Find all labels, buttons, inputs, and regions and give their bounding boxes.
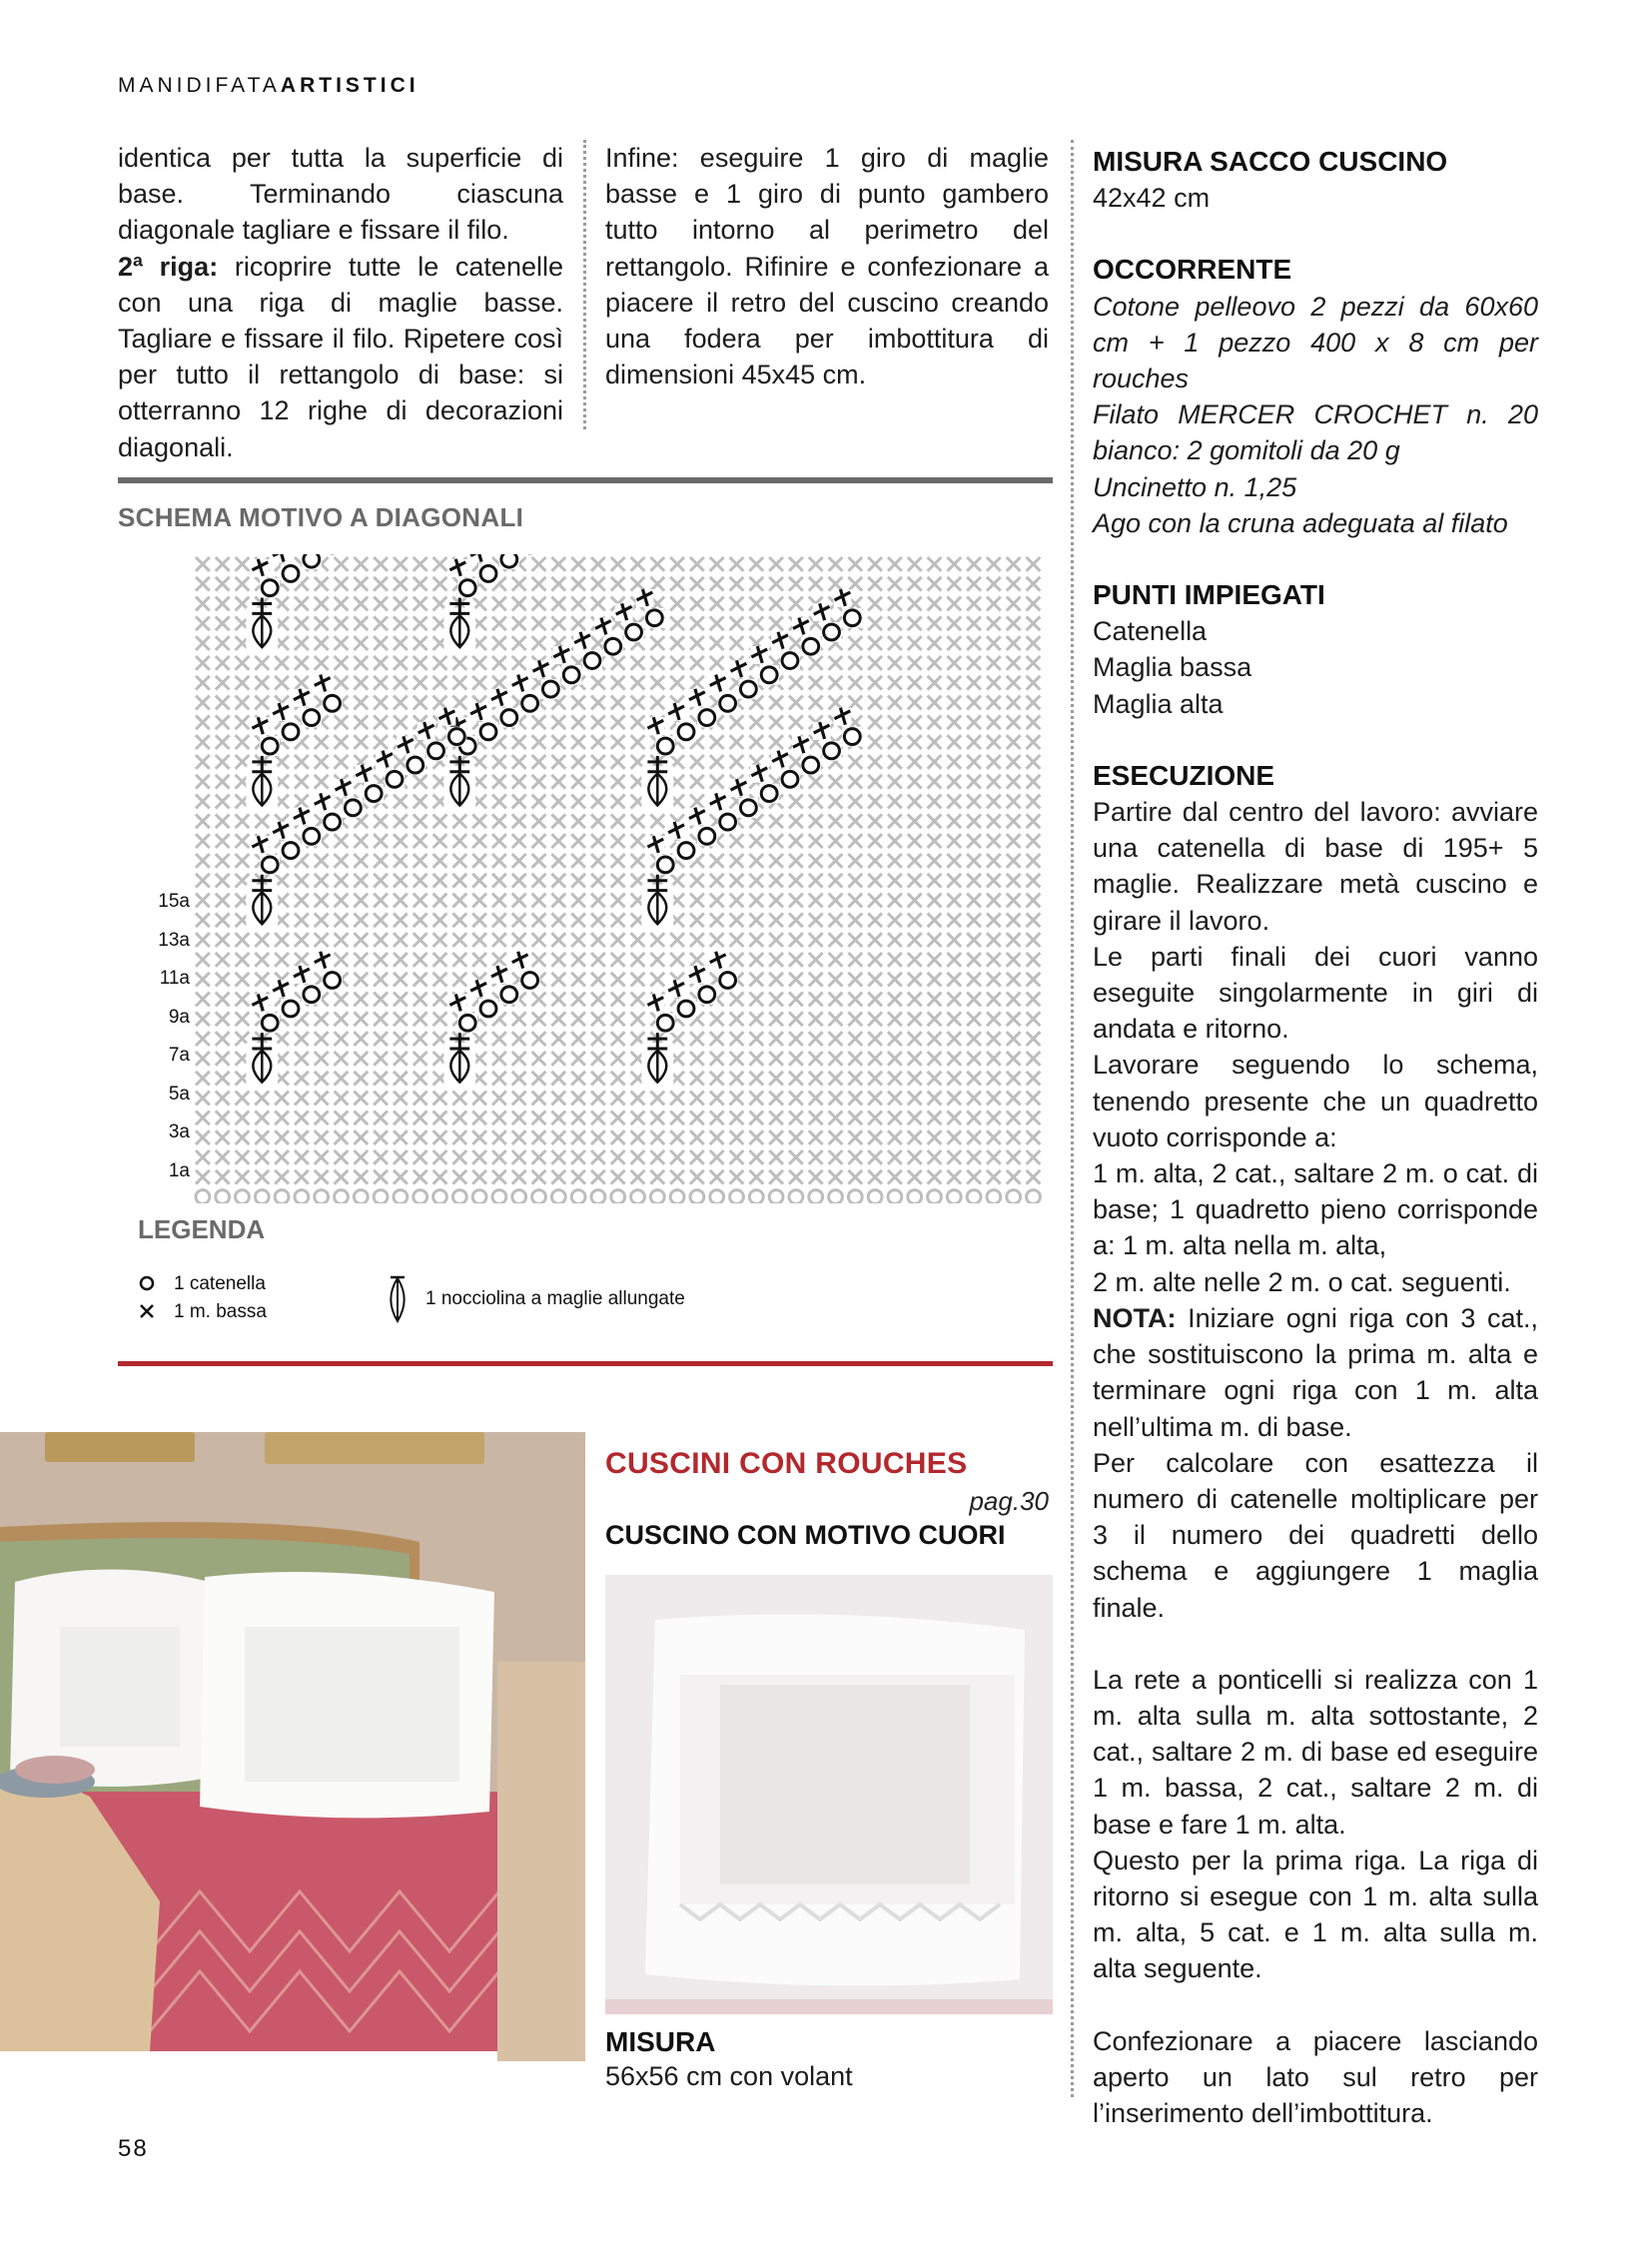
col1-paragraph-2: [118, 249, 563, 465]
page-number: 58: [118, 2135, 149, 2162]
row-label: 7a: [168, 1045, 190, 1066]
running-head: [118, 74, 419, 98]
occorrente-item: Ago con la cruna adeguata al filato: [1093, 507, 1508, 538]
punto-item: Maglia bassa: [1093, 652, 1252, 683]
column-2: [605, 140, 1049, 392]
row-label: 9a: [168, 1006, 190, 1028]
brand-bold: ARTISTICI: [280, 74, 419, 97]
occorrente-item: Filato MERCER CROCHET n. 20 bianco: 2 gomitoli da 20 g: [1093, 399, 1538, 466]
punto-item: Maglia alta: [1093, 688, 1224, 719]
section-title: CUSCINI CON ROUCHES: [605, 1447, 968, 1480]
row-labels: [150, 883, 190, 1190]
esecuzione-paragraph: Le parti finali dei cuori vanno eseguite singolarmente in giri di andata e ritorno.: [1093, 941, 1538, 1045]
project-title: CUSCINO CON MOTIVO CUORI: [605, 1520, 1006, 1550]
misura-sacco-value: 42x42 cm: [1093, 183, 1211, 214]
misura-sacco-heading: MISURA SACCO CUSCINO: [1093, 146, 1448, 177]
esecuzione-paragraph: Confezionare a piacere lasciando aperto un lato sul retro per l’inserimento dell’imbottitura.: [1093, 2025, 1538, 2128]
punto-item: Catenella: [1093, 616, 1208, 647]
row-label: 1a: [168, 1159, 190, 1181]
page-reference: pag.30: [969, 1486, 1049, 1516]
photo-cushions-on-sofa: [0, 1432, 585, 2083]
row-label: 11a: [159, 968, 190, 989]
col2-paragraph-1: Infine: eseguire 1 giro di maglie basse e 1 giro di punto gambero tutto intorno al perimetro del rettangolo. Rifinire e confezionare a piacere il retro del cuscino creando una fodera per imbottitura di dimensioni 45x45 cm.: [605, 143, 1049, 390]
esecuzione-paragraph: 1 m. alta, 2 cat., saltare 2 m. o cat. di base; 1 quadretto pieno corrisponde a: 1 m. alta nella m. alta,: [1093, 1158, 1538, 1261]
column-1: [118, 140, 563, 465]
row-label: 3a: [168, 1121, 190, 1142]
col1-text: ricoprire tutte le catenelle con una riga di maglie basse. Tagliare e fissare il filo. Ripetere così per tutto il rettangolo di base: si otterranno 12 righe di decorazioni diagonali.: [118, 251, 563, 462]
elongated-puff-icon: [388, 1274, 408, 1324]
esecuzione-heading: ESECUZIONE: [1093, 759, 1275, 791]
row-label: 15a: [158, 891, 190, 912]
misura-value: 56x56 cm con volant: [605, 2061, 853, 2091]
legend-title: LEGENDA: [138, 1214, 266, 1244]
photo-heart-cushion: [605, 1575, 1053, 2014]
legend-item-single-crochet: 1 m. bassa: [138, 1301, 267, 1323]
col1-bold-label: 2ª riga:: [118, 251, 219, 282]
legend-item-puff: 1 nocciolina a maglie allungate: [388, 1274, 685, 1324]
occorrente-item: Uncinetto n. 1,25: [1093, 471, 1297, 502]
esecuzione-paragraph: La rete a ponticelli si realizza con 1 m. alta sulla m. alta sottostante, 2 cat., saltare 2 m. di base ed eseguire 1 m. bassa, 2 cat., saltare 2 m. di base e fare 1 m. alta.: [1093, 1664, 1538, 1840]
nota-paragraph: NOTA: Iniziare ogni riga con 3 cat., che sostituiscono la prima m. alta e terminare ogni riga con 1 m. alta nell’ultima m. di base.: [1093, 1302, 1538, 1442]
occorrente-item: Cotone pelleovo 2 pezzi da 60x60 cm + 1 pezzo 400 x 8 cm per rouches: [1093, 291, 1538, 394]
section-rule: [118, 477, 1053, 483]
punti-heading: PUNTI IMPIEGATI: [1093, 579, 1325, 611]
esecuzione-paragraph: 2 m. alte nelle 2 m. o cat. seguenti.: [1093, 1266, 1511, 1297]
section-rule-red: [118, 1361, 1053, 1366]
crochet-diagram: [193, 554, 1052, 1203]
single-crochet-x-icon: [138, 1302, 156, 1320]
column-divider: [583, 140, 586, 429]
nota-label: NOTA:: [1093, 1302, 1177, 1333]
esecuzione-paragraph: Lavorare seguendo lo schema, tenendo presente che un quadretto vuoto corrisponde a:: [1093, 1050, 1538, 1152]
row-label: 5a: [168, 1083, 190, 1105]
chain-circle-icon: [138, 1274, 156, 1292]
row-label: 13a: [158, 929, 190, 951]
column-divider-right: [1071, 140, 1074, 2097]
col1-paragraph-1: identica per tutta la superficie di base. Terminando ciascuna diagonale tagliare e fissare il filo.: [118, 143, 563, 246]
esecuzione-paragraph: Per calcolare con esattezza il numero di catenelle moltiplicare per 3 il numero dei quadretti dello schema e aggiungere 1 maglia finale.: [1093, 1447, 1538, 1623]
legend-item-chain: 1 catenella: [138, 1273, 266, 1295]
column-3: [1093, 144, 1538, 2131]
sofa-photo-illustration: [0, 1432, 585, 2083]
esecuzione-paragraph: Questo per la prima riga. La riga di ritorno si esegue con 1 m. alta sulla m. alta, 5 cat. e 1 m. alta sulla m. alta seguente.: [1093, 1845, 1538, 1984]
esecuzione-paragraph: Partire dal centro del lavoro: avviare una catenella di base di 195+ 5 maglie. Realizzare metà cuscino e girare il lavoro.: [1093, 797, 1538, 936]
misura-heading: MISURA: [605, 2026, 716, 2057]
schema-title: SCHEMA MOTIVO A DIAGONALI: [118, 502, 524, 532]
occorrente-heading: OCCORRENTE: [1093, 254, 1292, 286]
heart-cushion-illustration: [605, 1575, 1053, 2014]
brand-light: MANIDIFATA: [118, 74, 281, 97]
